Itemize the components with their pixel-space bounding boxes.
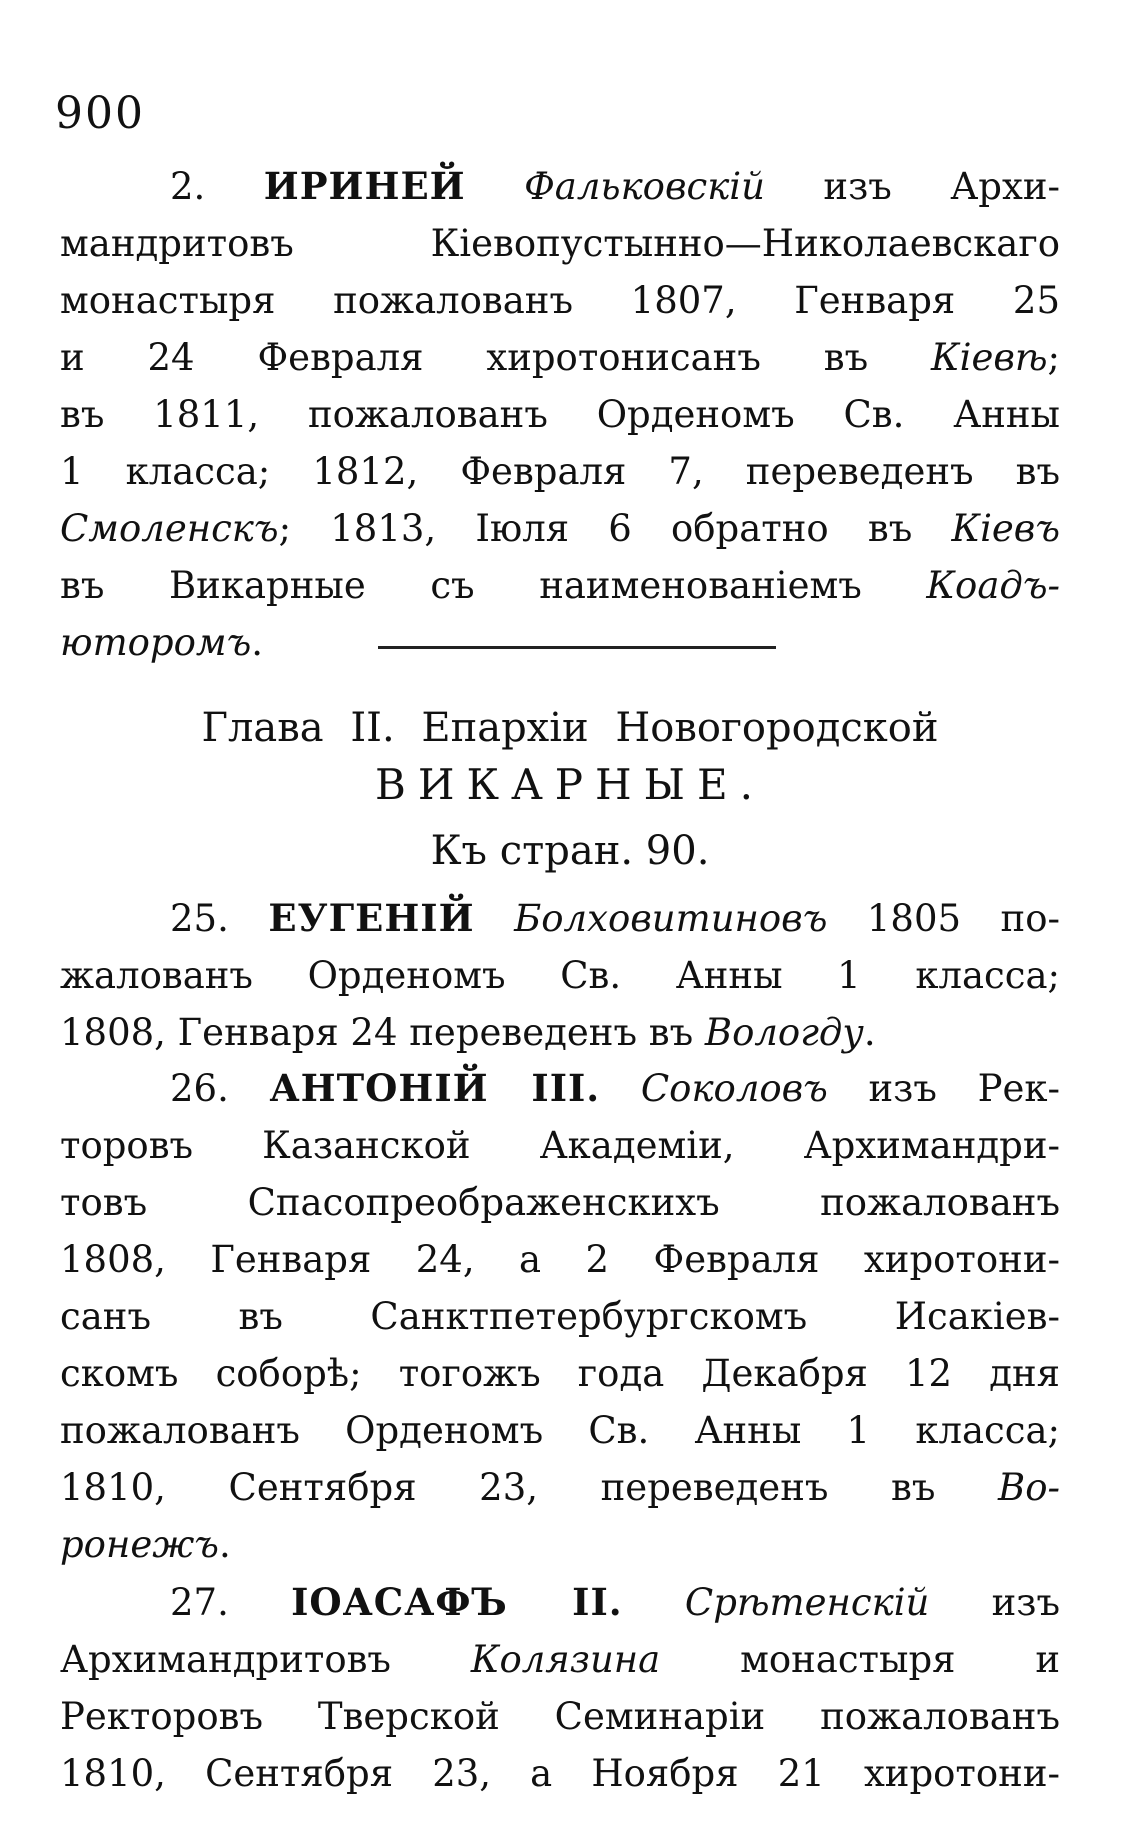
entry-2-paragraph bbox=[60, 158, 1060, 671]
text-line: мандритовъ Кiевопустынно—Николаевскаго bbox=[60, 222, 1060, 265]
place-name: Во- bbox=[998, 1466, 1060, 1509]
text-line: 25. ЕУГЕНIЙ Болховитиновъ 1805 по- bbox=[170, 896, 1060, 940]
text-line: жалованъ Орденомъ Св. Анны 1 класса; bbox=[60, 954, 1060, 997]
text-line: 1 класса; 1812, Февраля 7, переведенъ въ bbox=[60, 450, 1060, 493]
page-number: 900 bbox=[55, 88, 145, 139]
text-line: 26. АНТОНIЙ III. Соколовъ изъ Рек- bbox=[170, 1066, 1060, 1110]
text-line: юторомъ. bbox=[60, 621, 263, 664]
text-line: Ректоровъ Тверской Семинарiи пожалованъ bbox=[60, 1695, 1060, 1738]
bishop-name: IОАСАФЪ II. bbox=[291, 1580, 623, 1624]
text-line: Смоленскъ; 1813, Iюля 6 обратно въ Кiевъ bbox=[60, 507, 1060, 550]
text-line: въ Викарные съ наименованiемъ Коадъ- bbox=[60, 564, 1060, 607]
text-line: Архимандритовъ Колязина монастыря и bbox=[60, 1638, 1060, 1681]
monastery-name: Колязина bbox=[470, 1638, 661, 1681]
text-line: товъ Спасопреображенскихъ пожалованъ bbox=[60, 1181, 1060, 1224]
place-name: Вологду bbox=[704, 1011, 864, 1054]
place-name: Смоленскъ bbox=[60, 507, 279, 550]
entry-25-paragraph bbox=[60, 890, 1060, 1061]
section-title: ВИКАРНЫЕ. bbox=[374, 760, 766, 809]
text-line: и 24 Февраля хиротонисанъ въ Кiевѣ; bbox=[60, 336, 1060, 379]
entry-26-paragraph bbox=[60, 1060, 1060, 1573]
text-line: скомъ соборѣ; тогожъ года Декабря 12 дня bbox=[60, 1352, 1060, 1395]
entry-27-paragraph bbox=[60, 1574, 1060, 1802]
text-line: 2. ИРИНЕЙ Фальковскiй изъ Архи- bbox=[170, 164, 1060, 208]
bishop-name: АНТОНIЙ III. bbox=[269, 1066, 601, 1110]
section-divider bbox=[378, 646, 776, 649]
text-line: 27. IОАСАФЪ II. Срѣтенскiй изъ bbox=[170, 1580, 1060, 1624]
text-line: санъ въ Санктпетербургскомъ Исакiев- bbox=[60, 1295, 1060, 1338]
text-line: монастыря пожалованъ 1807, Генваря 25 bbox=[60, 279, 1060, 322]
surname: Соколовъ bbox=[640, 1067, 828, 1110]
place-name: Кiевъ bbox=[951, 507, 1060, 550]
text-line: 1808, Генваря 24 переведенъ въ Вологду. bbox=[60, 1011, 876, 1054]
place-name: Кiевѣ bbox=[930, 336, 1048, 379]
text-line: 1808, Генваря 24, а 2 Февраля хиротони- bbox=[60, 1238, 1060, 1281]
text-line: ронежъ. bbox=[60, 1523, 231, 1566]
text-line: 1810, Сентября 23, переведенъ въ Во- bbox=[60, 1466, 1060, 1509]
text-line: въ 1811, пожалованъ Орденомъ Св. Анны bbox=[60, 393, 1060, 436]
title-word: Коадъ- bbox=[926, 564, 1060, 607]
title-word: юторомъ bbox=[60, 621, 252, 664]
text-line: торовъ Казанской Академiи, Архимандри- bbox=[60, 1124, 1060, 1167]
place-name: ронежъ bbox=[60, 1523, 219, 1566]
page-reference: Къ стран. 90. bbox=[430, 828, 710, 874]
text-line: пожалованъ Орденомъ Св. Анны 1 класса; bbox=[60, 1409, 1060, 1452]
bishop-name: ЕУГЕНIЙ bbox=[268, 896, 475, 940]
surname: Фальковскiй bbox=[524, 165, 765, 208]
surname: Срѣтенскiй bbox=[684, 1581, 930, 1624]
chapter-heading: Глава II. Епархiи Новогородской bbox=[201, 705, 939, 751]
bishop-name: ИРИНЕЙ bbox=[263, 164, 466, 208]
text-line: 1810, Сентября 23, а Ноября 21 хиротони- bbox=[60, 1752, 1060, 1795]
surname: Болховитиновъ bbox=[514, 897, 828, 940]
